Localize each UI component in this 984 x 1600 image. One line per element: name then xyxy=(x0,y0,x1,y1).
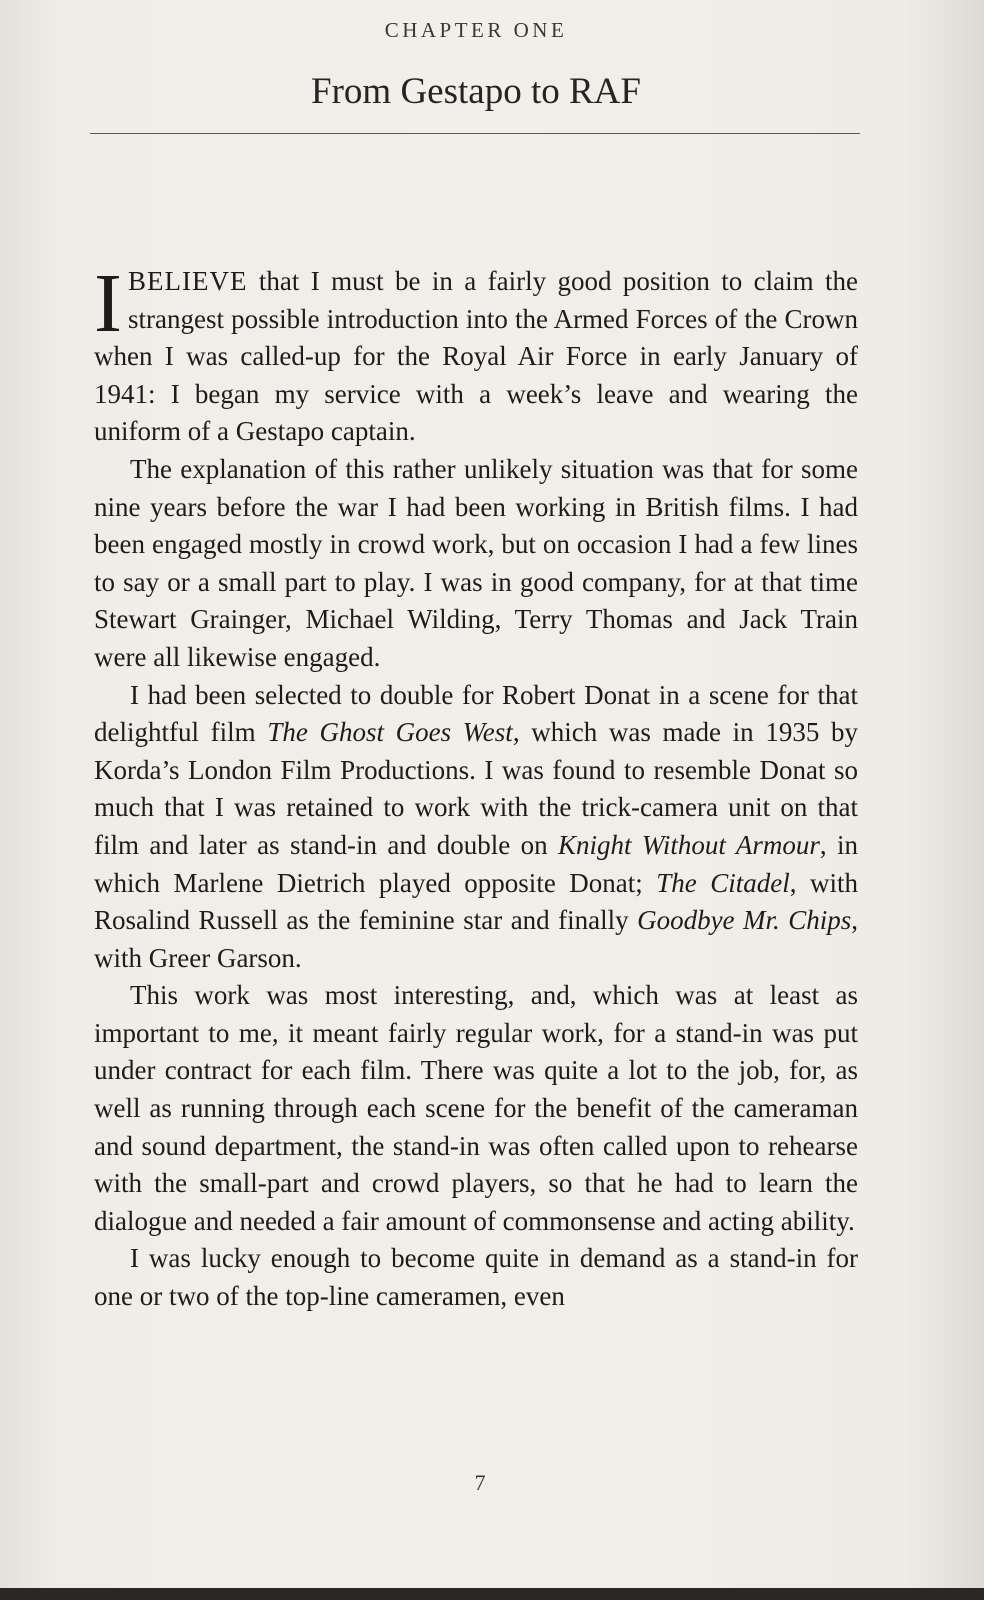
paragraph-3-text-d: , with Rosalind Russell as the feminine star and finally xyxy=(94,867,858,936)
paragraph-3-text-c: , in which Marlene Dietrich played opposite Donat; xyxy=(94,829,858,898)
paragraph-5: I was lucky enough to become quite in demand as a stand-in for one or two of the top-line cameramen, even xyxy=(94,1243,858,1312)
paragraph-3 xyxy=(94,677,858,978)
paragraph-4: This work was most interesting, and, which was at least as important to me, it meant fairly regular work, for a stand-in was put under contract for each film. There was quite a lot to the job, for, as well as running through each scene for the benefit of the cameraman and sound department, the stand-in was often called upon to rehearse with the small-part and crowd players, so that he had to learn the dialogue and needed a fair amount of commonsense and acting ability. xyxy=(94,980,858,1236)
page-number: 7 xyxy=(474,1470,486,1495)
lead-in-caps: BELIEVE xyxy=(127,266,248,296)
film-title-the-citadel: The Citadel xyxy=(656,867,790,898)
paragraph-3-text-b: , which was made in 1935 by Korda’s London Film Productions. I was found to resemble Donat so much that I was retained to work with the trick-camera unit on that film and later as stand-in and double on xyxy=(94,717,858,860)
page-bottom-edge xyxy=(0,1588,984,1600)
paragraph-2: The explanation of this rather unlikely situation was that for some nine years before the war I had been working in British films. I had been engaged mostly in crowd work, but on occasion I had a few lines to say or a small part to play. I was in good company, for at that time Stewart Grainger, Michael Wilding, Terry Thomas and Jack Train were all likewise engaged. xyxy=(94,453,858,672)
chapter-title: From Gestapo to RAF xyxy=(311,71,641,112)
paragraph-3-text-a: I had been selected to double for Robert Donat in a scene for that delightful film xyxy=(94,679,858,748)
body-text xyxy=(94,257,858,1316)
paragraph-3-text-e: , with Greer Garson. xyxy=(94,905,858,973)
film-title-knight-without-armour: Knight Without Armour xyxy=(558,829,820,860)
chapter-label: CHAPTER ONE xyxy=(384,18,568,42)
paragraph-1 xyxy=(94,257,858,451)
film-title-goodbye-mr-chips: Goodbye Mr. Chips xyxy=(637,905,852,936)
film-title-ghost-goes-west: The Ghost Goes West xyxy=(267,717,513,748)
drop-cap: I xyxy=(94,257,122,350)
title-divider xyxy=(90,133,860,134)
paragraph-1-text: that I must be in a fairly good position to claim the strangest possible introduction into the Armed Forces of the Crown when I was called-up for the Royal Air Force in early January of 1941: I began my service with a week’s leave and wearing the uniform of a Gestapo captain. xyxy=(94,266,858,447)
